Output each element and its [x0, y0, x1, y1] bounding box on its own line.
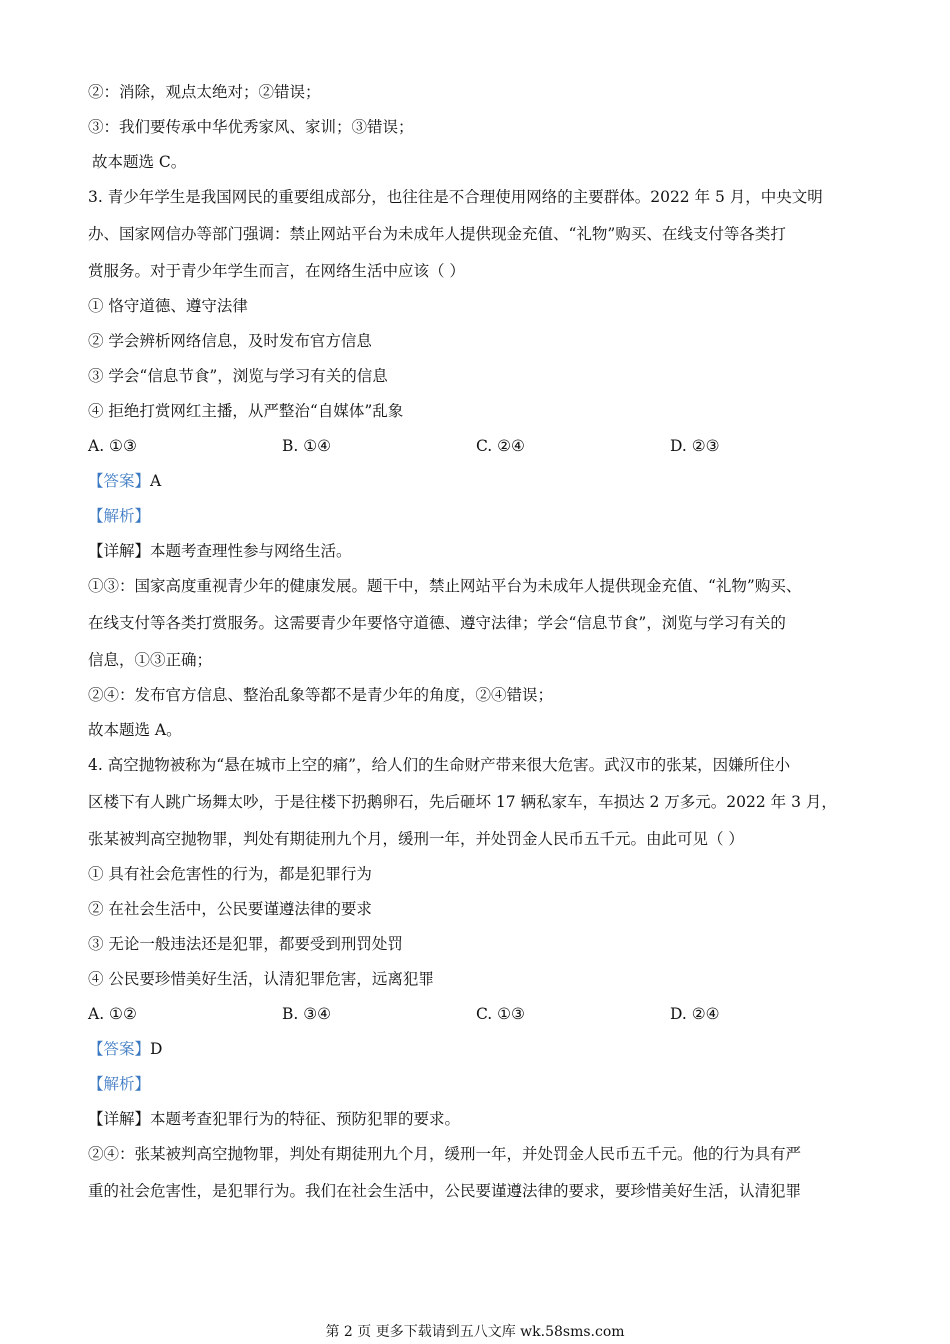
question-4: [88, 753, 868, 1214]
text-line: ③：我们要传承中华优秀家风、家训；③错误；: [88, 118, 414, 136]
analysis-line: [88, 1072, 868, 1107]
page-footer: 第 2 页 更多下载请到五八文库 wk.58sms.com: [325, 1324, 625, 1340]
document-page: [88, 80, 868, 1214]
option-c: C. ②④: [476, 437, 525, 455]
detail-line: 信息，①③正确；: [88, 651, 213, 669]
statement-item: ④ 公民要珍惜美好生活，认清犯罪危害，远离犯罪: [88, 970, 434, 988]
answer-value: D: [150, 1040, 163, 1058]
question-stem-line: 办、国家网信办等部门强调：禁止网站平台为未成年人提供现金充值、“礼物”购买、在线支付等各类打: [88, 225, 786, 243]
statement-item: ④ 拒绝打赏网红主播，从严整治“自媒体”乱象: [88, 402, 404, 420]
option-d: D. ②④: [670, 1005, 720, 1023]
option-a: A. ①③: [88, 437, 137, 455]
question-stem-line: 3. 青少年学生是我国网民的重要组成部分，也往往是不合理使用网络的主要群体。2022 年 5 月，中央文明: [88, 188, 823, 206]
option-d: D. ②③: [670, 437, 720, 455]
detail-line: ②④：发布官方信息、整治乱象等都不是青少年的角度，②④错误；: [88, 686, 554, 704]
detail-line: 【详解】本题考查理性参与网络生活。: [88, 542, 352, 560]
detail-line: 在线支付等各类打赏服务。这需要青少年要恪守道德、遵守法律；学会“信息节食”，浏览与学习有关的: [88, 614, 786, 632]
question-3: [88, 185, 868, 753]
question-stem-line: 赏服务。对于青少年学生而言，在网络生活中应该（ ）: [88, 262, 465, 280]
statement-item: ① 具有社会危害性的行为，都是犯罪行为: [88, 865, 372, 883]
statement-item: ② 学会辨析网络信息，及时发布官方信息: [88, 332, 372, 350]
option-b: B. ③④: [282, 1005, 332, 1023]
text-line: ②：消除，观点太绝对；②错误；: [88, 83, 321, 101]
question-stem-line: 张某被判高空抛物罪，判处有期徒刑九个月，缓刑一年，并处罚金人民币五千元。由此可见（ ）: [88, 830, 744, 848]
detail-line: 【详解】本题考查犯罪行为的特征、预防犯罪的要求。: [88, 1110, 461, 1128]
statement-item: ③ 学会“信息节食”，浏览与学习有关的信息: [88, 367, 388, 385]
option-a: A. ①②: [88, 1005, 137, 1023]
analysis-tag: 【解析】: [88, 1075, 151, 1093]
question-stem-line: 4. 高空抛物被称为“悬在城市上空的痛”，给人们的生命财产带来很大危害。武汉市的张某，因嫌所住小: [88, 756, 791, 774]
statement-item: ③ 无论一般违法还是犯罪，都要受到刑罚处罚: [88, 935, 403, 953]
answer-options: [88, 1002, 868, 1037]
answer-value: A: [150, 472, 162, 490]
answer-tag: 【答案】: [88, 1040, 151, 1058]
detail-line: ①③：国家高度重视青少年的健康发展。题干中，禁止网站平台为未成年人提供现金充值、“礼物”购买、: [88, 577, 802, 595]
answer-tag: 【答案】: [88, 472, 151, 490]
answer-options: [88, 434, 868, 469]
detail-line: ②④：张某被判高空抛物罪，判处有期徒刑九个月，缓刑一年，并处罚金人民币五千元。他的行为具有严: [88, 1145, 802, 1163]
statement-item: ② 在社会生活中，公民要谨遵法律的要求: [88, 900, 372, 918]
answer-line: [88, 469, 868, 504]
answer-line: [88, 1037, 868, 1072]
option-c: C. ①③: [476, 1005, 525, 1023]
detail-line: 重的社会危害性，是犯罪行为。我们在社会生活中，公民要谨遵法律的要求，要珍惜美好生活，认清犯罪: [88, 1182, 802, 1200]
text-line: 故本题选 C。: [92, 153, 187, 171]
question-stem-line: 区楼下有人跳广场舞太吵，于是往楼下扔鹅卵石，先后砸坏 17 辆私家车，车损达 2 万多元。2022 年 3 月，: [88, 793, 837, 811]
analysis-line: [88, 504, 868, 539]
analysis-tag: 【解析】: [88, 507, 151, 525]
detail-line: 故本题选 A。: [88, 721, 182, 739]
option-b: B. ①④: [282, 437, 332, 455]
statement-item: ① 恪守道德、遵守法律: [88, 297, 248, 315]
